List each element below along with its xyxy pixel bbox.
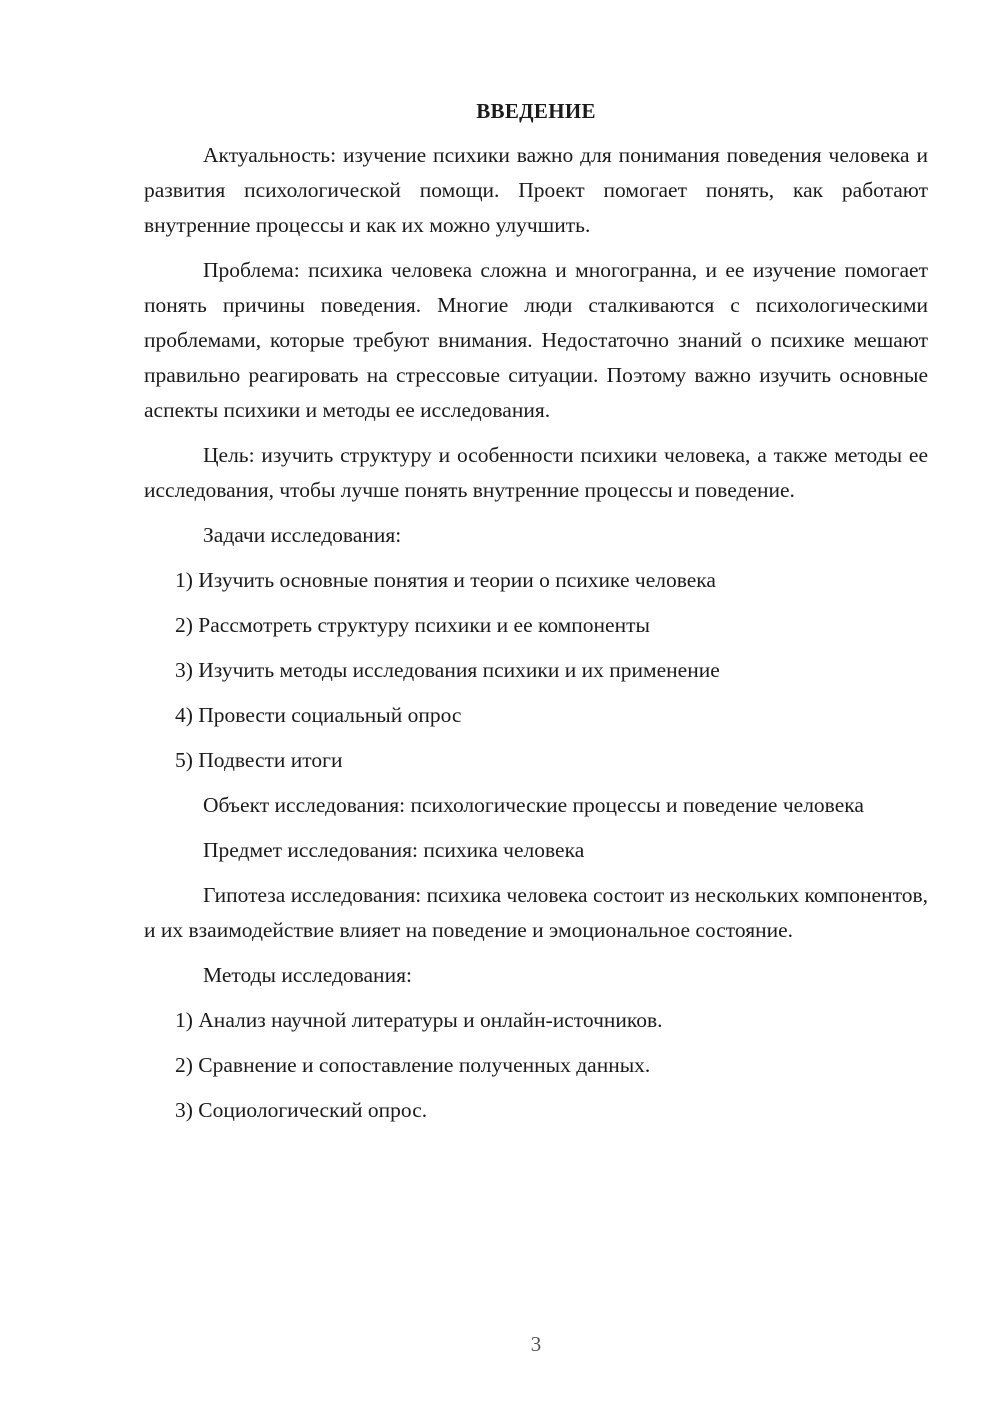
task-item: 5) Подвести итоги xyxy=(175,748,343,772)
methods-heading: Методы исследования: xyxy=(203,963,412,987)
tasks-heading: Задачи исследования: xyxy=(203,523,402,547)
task-item: 2) Рассмотреть структуру психики и ее компоненты xyxy=(175,613,650,637)
method-item: 2) Сравнение и сопоставление полученных данных. xyxy=(175,1053,651,1077)
page-title: ВВЕДЕНИЕ xyxy=(476,99,596,123)
problem-paragraph: Проблема: психика человека сложна и многогранна, и ее изучение помогает понять причины поведения. Многие люди сталкиваются с психологическими проблемами, которые требуют внимания. Недостаточно знаний о психике мешают правильно реагировать на стрессовые ситуации. Поэтому важно изучить основные аспекты психики и методы ее исследования. xyxy=(144,258,928,422)
task-item: 3) Изучить методы исследования психики и их применение xyxy=(175,658,720,682)
goal-paragraph: Цель: изучить структуру и особенности психики человека, а также методы ее исследования, чтобы лучше понять внутренние процессы и поведение. xyxy=(144,443,928,502)
method-item: 1) Анализ научной литературы и онлайн-источников. xyxy=(175,1008,663,1032)
task-item: 1) Изучить основные понятия и теории о психике человека xyxy=(175,568,716,592)
hypothesis-paragraph: Гипотеза исследования: психика человека состоит из нескольких компонентов, и их взаимодействие влияет на поведение и эмоциональное состояние. xyxy=(144,883,928,942)
object-paragraph: Объект исследования: психологические процессы и поведение человека xyxy=(203,793,864,817)
document-page xyxy=(144,94,928,1138)
relevance-paragraph: Актуальность: изучение психики важно для понимания поведения человека и развития психологической помощи. Проект помогает понять, как работают внутренние процессы и как их можно улучшить. xyxy=(144,143,928,237)
page-number: 3 xyxy=(530,1332,542,1356)
method-item: 3) Социологический опрос. xyxy=(175,1098,428,1122)
subject-paragraph: Предмет исследования: психика человека xyxy=(203,838,585,862)
task-item: 4) Провести социальный опрос xyxy=(175,703,462,727)
